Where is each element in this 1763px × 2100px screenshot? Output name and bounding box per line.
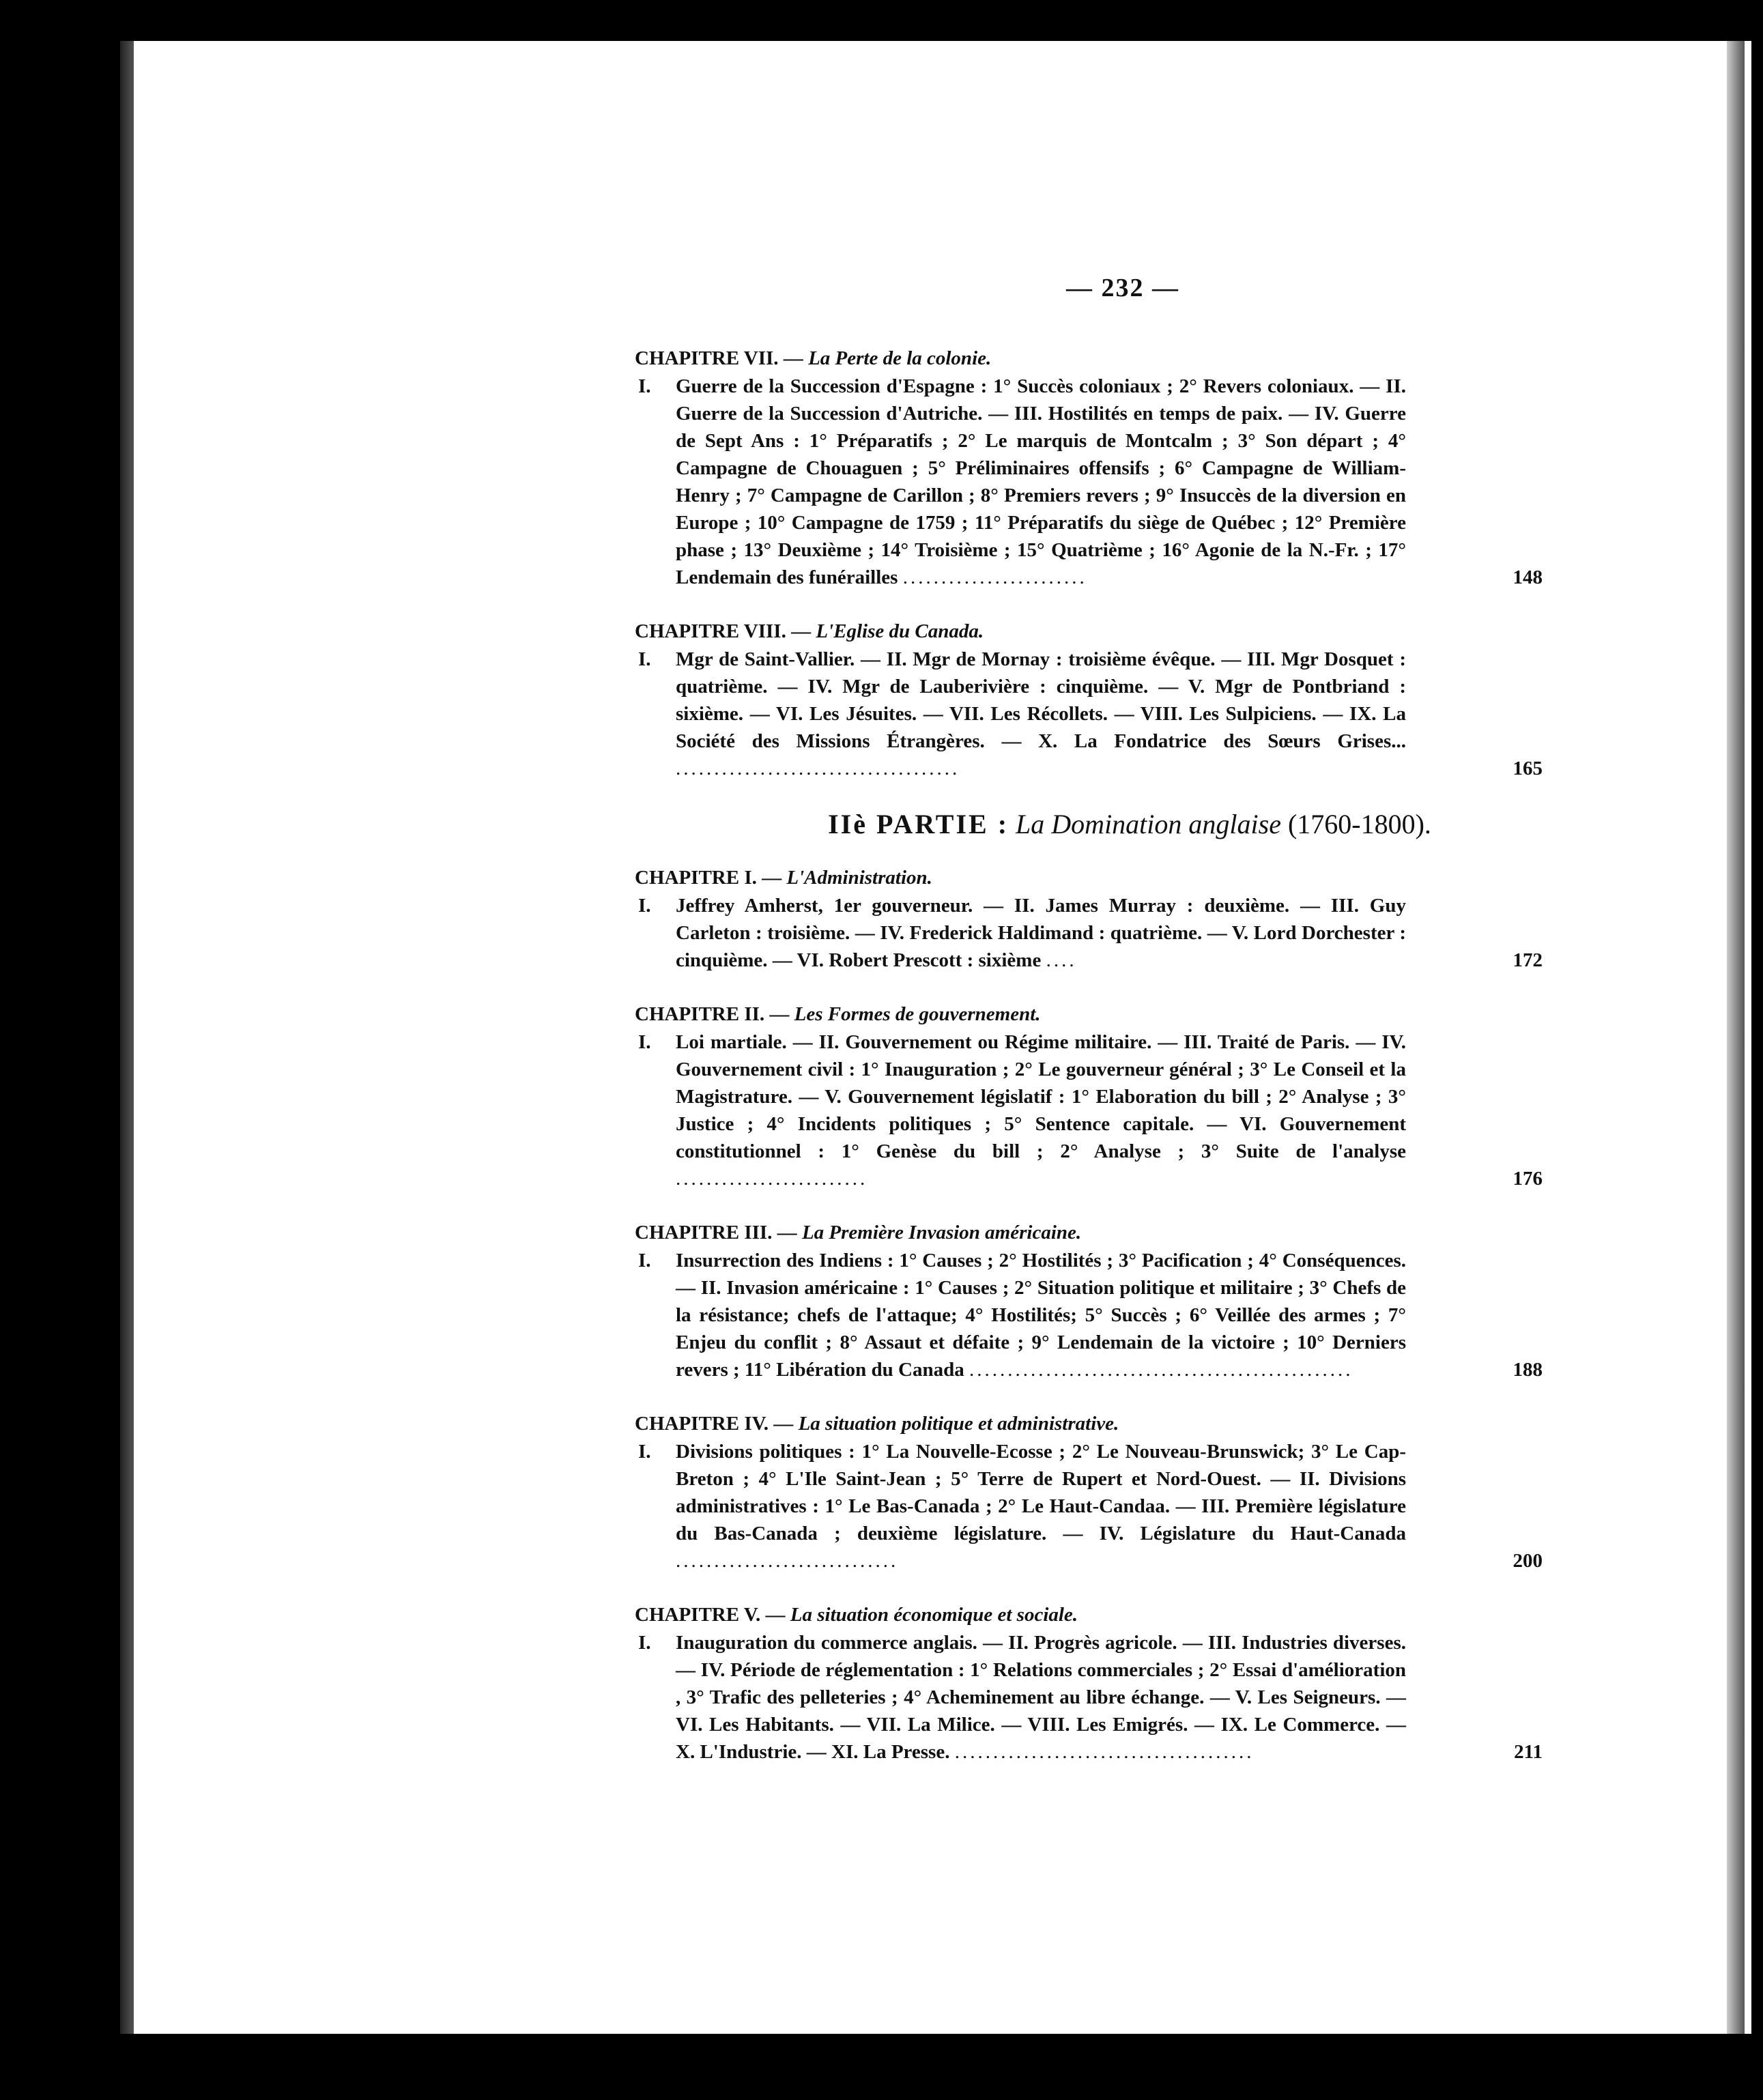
leader-dots: .... [1046, 949, 1077, 971]
chapter-summary-text [676, 1629, 1406, 1766]
chapter-summary-text [676, 892, 1406, 974]
chapter-entry [614, 344, 1556, 591]
chapter-entry [614, 1000, 1556, 1192]
part-label: IIè PARTIE : [828, 809, 1009, 839]
chapter-summary-text [676, 1029, 1406, 1192]
chapter-summary-text [676, 1247, 1406, 1383]
chapter-heading [635, 1600, 1556, 1629]
chapter-heading [635, 1000, 1556, 1029]
summary-body: Guerre de la Succession d'Espagne : 1° Succès coloniaux ; 2° Revers coloniaux. — II. Guerre de la Succession d'Autriche. — III. Hostilités en temps de paix. — IV. Guerre de Sept Ans : 1° Préparatifs ; 2° Le marquis de Montcalm ; 3° Son départ ; 4° Campagne de Chouaguen ; 5° Préliminaires offensifs ; 6° Campagne de William-Henry ; 7° Campagne de Carillon ; 8° Premiers revers ; 9° Insuccès de la diversion en Europe ; 10° Campagne de 1759 ; 11° Préparatifs du siège de Québec ; 12° Première phase ; 13° Deuxième ; 14° Troisième ; 15° Quatrième ; 16° Agonie de la N.-Fr. ; 17° Lendemain des funérailles [676, 375, 1406, 588]
chapter-summary [638, 1247, 1406, 1383]
chapter-title: La situation politique et administrative. [798, 1413, 1119, 1435]
chapter-summary [638, 1029, 1406, 1192]
part-heading [703, 808, 1556, 840]
summary-body: Jeffrey Amherst, 1er gouverneur. — II. James Murray : deuxième. — III. Guy Carleton : troisième. — IV. Frederick Haldimand : quatrième. — V. Lord Dorchester : cinquième. — VI. Robert Prescott : sixième [676, 895, 1406, 971]
chapter-entry [614, 1409, 1556, 1574]
chapter-title: L'Eglise du Canada. [816, 620, 984, 642]
leader-dots: ....................................... [954, 1741, 1255, 1763]
summary-body: Divisions politiques : 1° La Nouvelle-Ecosse ; 2° Le Nouveau-Brunswick; 3° Le Cap-Breton ; 4° L'Ile Saint-Jean ; 5° Terre de Rupert et Nord-Ouest. — II. Divisions administratives : 1° Le Bas-Canada ; 2° Le Haut-Candaa. — III. Première législature du Bas-Canada ; deuxième législature. — IV. Législature du Haut-Canada [676, 1441, 1406, 1544]
chapter-entry [614, 1600, 1556, 1766]
chapter-summary-text [676, 646, 1406, 782]
chapter-heading [635, 344, 1556, 373]
leader-dots: ......................... [676, 1168, 868, 1190]
chapter-number: CHAPITRE II. — [635, 1003, 790, 1025]
table-of-contents [614, 273, 1556, 1792]
chapter-heading [635, 1409, 1556, 1438]
chapter-number: CHAPITRE V. — [635, 1604, 786, 1626]
chapter-summary [638, 646, 1406, 782]
chapter-summary [638, 373, 1406, 591]
chapter-entry [614, 617, 1556, 782]
page-number: — 232 — [1066, 274, 1179, 302]
chapter-number: CHAPITRE III. — [635, 1222, 797, 1243]
chapter-summary-text [676, 373, 1406, 591]
chapter-entry [614, 1218, 1556, 1383]
chapter-page-number: 188 [1513, 1359, 1543, 1381]
chapter-page-number: 200 [1513, 1550, 1543, 1572]
chapter-summary [638, 892, 1406, 974]
chapter-number: CHAPITRE I. — [635, 867, 782, 889]
section-numeral: I. [638, 895, 651, 917]
chapter-page-number: 165 [1513, 758, 1543, 779]
part-title: La Domination anglaise [1016, 809, 1281, 839]
section-numeral: I. [638, 1441, 651, 1463]
chapter-heading [635, 1218, 1556, 1247]
chapter-heading [635, 863, 1556, 892]
chapter-summary-text [676, 1438, 1406, 1574]
page-edge [1727, 41, 1745, 2034]
summary-body: Mgr de Saint-Vallier. — II. Mgr de Mornay : troisième évêque. — III. Mgr Dosquet : quatrième. — IV. Mgr de Lauberivière : cinquième. — V. Mgr de Pontbriand : sixième. — VI. Les Jésuites. — VII. Les Récollets. — VIII. Les Sulpiciens. — IX. La Société des Missions Étrangères. — X. La Fondatrice des Sœurs Grises... [676, 648, 1406, 752]
leader-dots: ..................................... [676, 758, 960, 779]
chapter-page-number: 211 [1514, 1741, 1543, 1763]
chapters-part-two [614, 863, 1556, 1766]
chapter-summary [638, 1629, 1406, 1766]
summary-body: Insurrection des Indiens : 1° Causes ; 2° Hostilités ; 3° Pacification ; 4° Conséquences. — II. Invasion américaine : 1° Causes ; 2° Situation politique et militaire ; 3° Chefs de la résistance; chefs de l'attaque; 4° Hostilités; 5° Succès ; 6° Veillée des armes ; 7° Enjeu du conflit ; 8° Assaut et défaite ; 9° Lendemain de la victoire ; 10° Derniers revers ; 11° Libération du Canada [676, 1250, 1406, 1381]
chapter-heading [635, 617, 1556, 646]
summary-body: Inauguration du commerce anglais. — II. Progrès agricole. — III. Industries diverses. — IV. Période de réglementation : 1° Relations commerciales ; 2° Essai d'amélioration , 3° Trafic des pelleteries ; 4° Acheminement au libre échange. — V. Les Seigneurs. — VI. Les Habitants. — VII. La Milice. — VIII. Les Emigrés. — IX. Le Commerce. — X. L'Industrie. — XI. La Presse. [676, 1632, 1406, 1763]
chapter-summary [638, 1438, 1406, 1574]
chapter-title: La Perte de la colonie. [808, 347, 992, 369]
leader-dots: ............................. [676, 1550, 899, 1572]
chapter-title: La Première Invasion américaine. [801, 1222, 1082, 1243]
section-numeral: I. [638, 375, 651, 397]
section-numeral: I. [638, 648, 651, 670]
leader-dots: .................................................. [969, 1359, 1353, 1381]
chapter-number: CHAPITRE IV. — [635, 1413, 794, 1435]
chapter-number: CHAPITRE VIII. — [635, 620, 812, 642]
chapter-title: La situation économique et sociale. [790, 1604, 1078, 1626]
chapter-page-number: 176 [1513, 1168, 1543, 1190]
section-numeral: I. [638, 1031, 651, 1053]
part-years: (1760-1800). [1287, 809, 1431, 839]
chapter-title: L'Administration. [786, 867, 932, 889]
chapter-page-number: 148 [1513, 566, 1543, 588]
chapter-page-number: 172 [1513, 949, 1543, 971]
chapter-title: Les Formes de gouvernement. [794, 1003, 1041, 1025]
summary-body: Loi martiale. — II. Gouvernement ou Régime militaire. — III. Traité de Paris. — IV. Gouvernement civil : 1° Inauguration ; 2° Le gouverneur général ; 3° Le Conseil et la Magistrature. — V. Gouvernement législatif : 1° Elaboration du bill ; 2° Analyse ; 3° Justice ; 4° Incidents politiques ; 5° Sentence capitale. — VI. Gouvernement constitutionnel : 1° Genèse du bill ; 2° Analyse ; 3° Suite de l'analyse [676, 1031, 1406, 1162]
chapter-number: CHAPITRE VII. — [635, 347, 803, 369]
section-numeral: I. [638, 1250, 651, 1271]
chapters-part-one [614, 344, 1556, 782]
section-numeral: I. [638, 1632, 651, 1654]
chapter-entry [614, 863, 1556, 974]
leader-dots: ........................ [902, 566, 1087, 588]
